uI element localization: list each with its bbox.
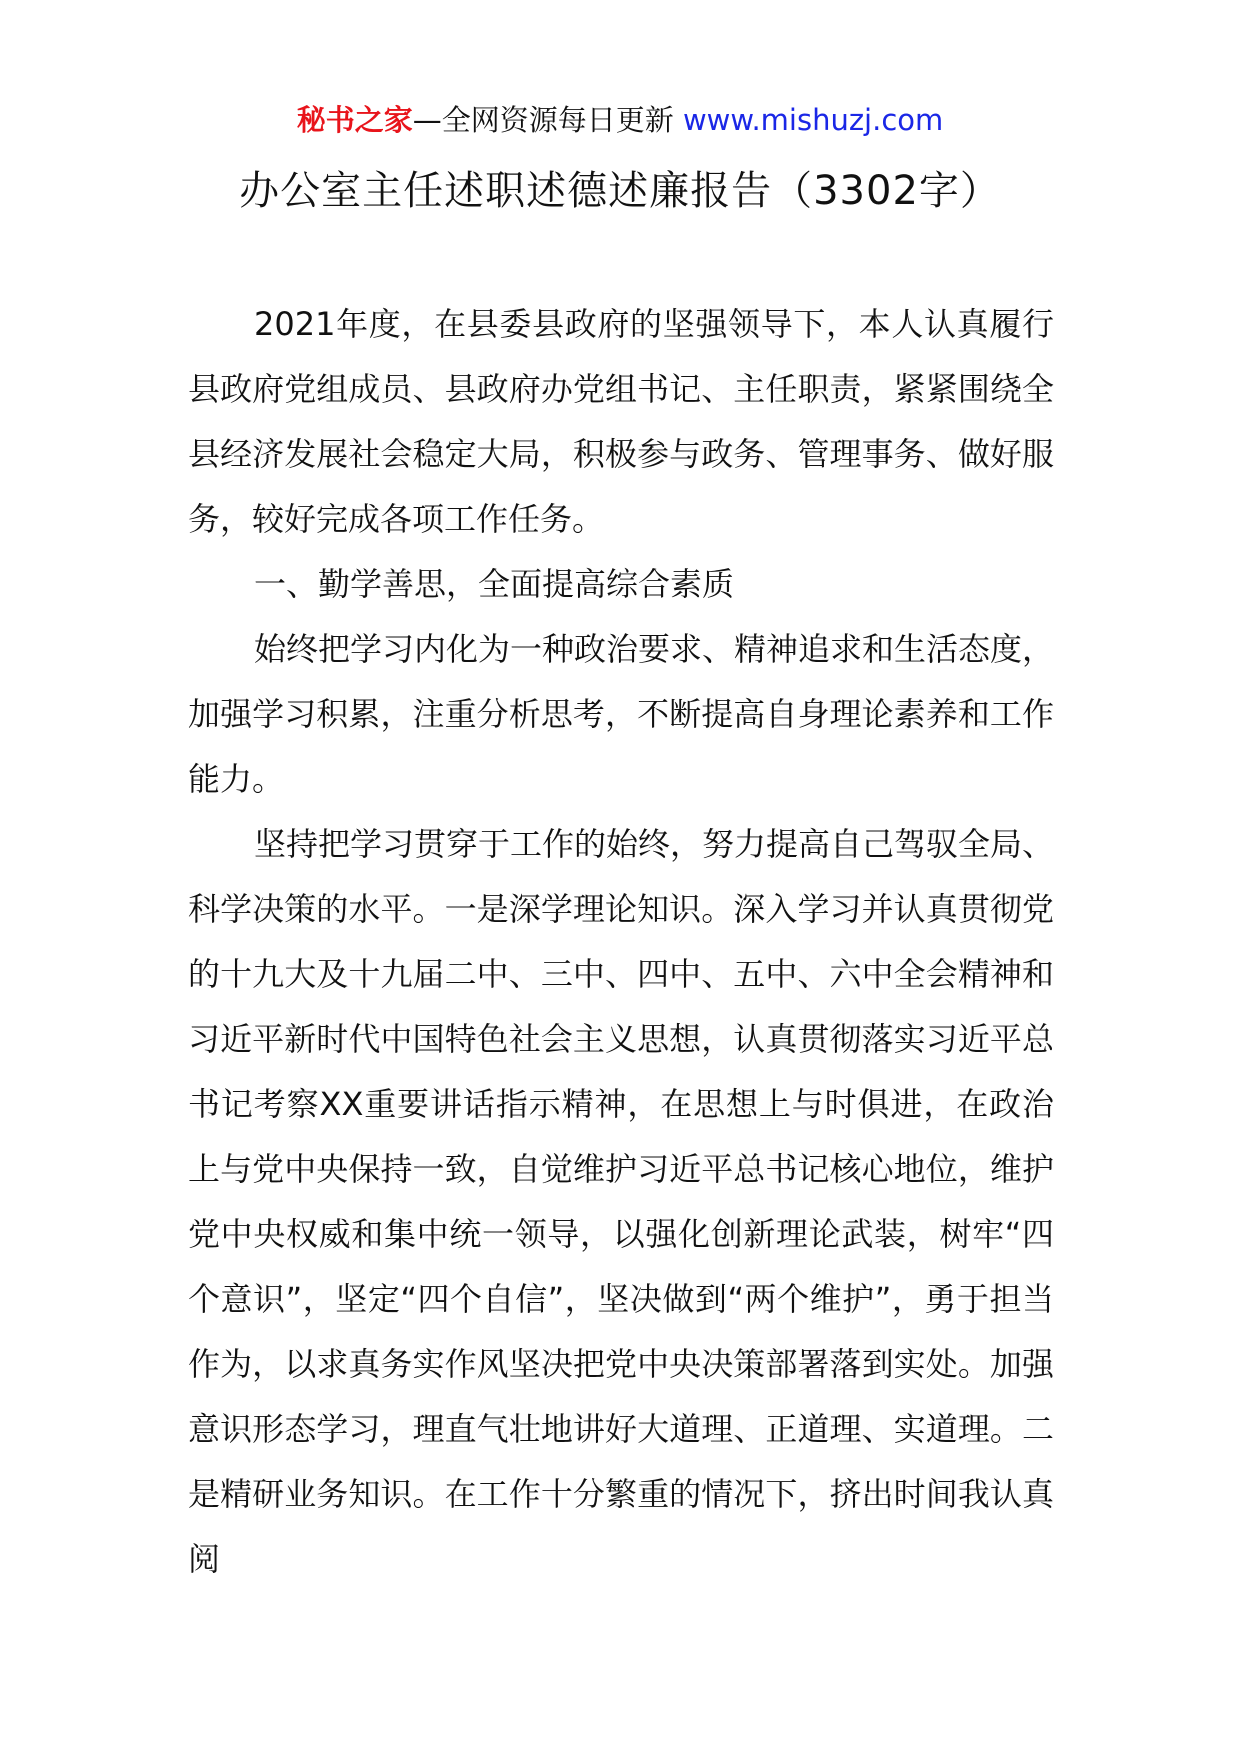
document-body [188, 292, 1054, 1592]
brand-url-link[interactable]: www.mishuzj.com [682, 103, 944, 137]
section-heading-1: 一、勤学善思，全面提高综合素质 [254, 565, 735, 603]
brand-tagline: —全网资源每日更新 [412, 103, 674, 137]
document-title: 办公室主任述职述德述廉报告（3302字） [239, 168, 1001, 214]
paragraph-study-attitude: 始终把学习内化为一种政治要求、精神追求和生活态度，加强学习积累，注重分析思考，不断提高自身理论素养和工作能力。 [188, 630, 1055, 798]
paragraph-intro: 2021年度，在县委县政府的坚强领导下，本人认真履行县政府党组成员、县政府办党组书记、主任职责，紧紧围绕全县经济发展社会稳定大局，积极参与政务、管理事务、做好服务，较好完成各项工作任务。 [188, 305, 1054, 538]
brand-name: 秘书之家 [296, 103, 413, 137]
site-header [0, 100, 1240, 140]
paragraph-study-practice: 坚持把学习贯穿于工作的始终，努力提高自己驾驭全局、科学决策的水平。一是深学理论知识。深入学习并认真贯彻党的十九大及十九届二中、三中、四中、五中、六中全会精神和习近平新时代中国特色社会主义思想，认真贯彻落实习近平总书记考察XX重要讲话指示精神，在思想上与时俱进，在政治上与党中央保持一致，自觉维护习近平总书记核心地位，维护党中央权威和集中统一领导，以强化创新理论武装，树牢“四个意识”，坚定“四个自信”，坚决做到“两个维护”，勇于担当作为，以求真务实作风坚决把党中央决策部署落到实处。加强意识形态学习，理直气壮地讲好大道理、正道理、实道理。二是精研业务知识。在工作十分繁重的情况下，挤出时间我认真阅 [188, 825, 1055, 1578]
